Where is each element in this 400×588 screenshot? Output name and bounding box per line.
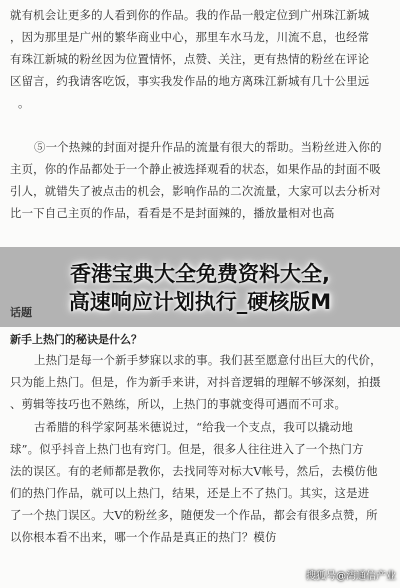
topic-subtitle: 新手上热门的秘诀是什么？ (10, 333, 142, 346)
text-line: 上热门是每一个新手梦寐以求的事。我们甚至愿意付出巨大的代价， (34, 353, 382, 367)
text-line: 们的热门作品，就可以上热门，结果，还是上不了热门。其实，这是进 (10, 486, 370, 500)
text-line: 、剪辑等技巧也不熟练，所以，上热门的事就变得可遇而不可求。 (10, 397, 347, 411)
text-line: 就有机会让更多的人看到你的作品。我的作品一般定位到广州珠江新城 (10, 8, 370, 22)
text-line: 法的误区。有的老师都是教你，去找同等对标大V帐号，然后，去模仿他 (10, 464, 378, 478)
paragraph-cover-tip (10, 136, 390, 224)
paragraph-location-tip (10, 4, 390, 114)
paragraph-hot-misconception (10, 416, 390, 548)
text-line: ⑤一个热辣的封面对提升作品的流量有很大的帮助。当粉丝进入你的 (34, 140, 382, 154)
text-line: 了一个热门误区。大V的粉丝多，随便发一个作品，都会有很多点赞，所 (10, 508, 378, 522)
text-line: 引人，就错失了被点击的机会，影响作品的二次流量，大家可以去分析对 (10, 184, 381, 198)
source-watermark: 搜狐号@湾通信产业 (306, 571, 396, 582)
headline-line-2: 高速响应计划执行_硬核版M (68, 290, 332, 314)
text-line: 。 (18, 96, 30, 110)
text-line: 古希腊的科学家阿基米德说过，“给我一个支点，我可以撬动地 (34, 420, 353, 434)
text-line: 只为能上热门。但是，作为新手来讲，对抖音逻辑的理解不够深刻，拍摄 (10, 375, 381, 389)
headline-line-1: 香港宝典大全免费资料大全, (70, 262, 330, 286)
text-line: ，因为那里是广州的繁华商业中心，那里车水马龙，川流不息，也经常 (10, 30, 370, 44)
text-line: 主页，你的作品都处于一个静止被选择观看的状态，如果作品的封面不吸 (10, 162, 381, 176)
headline-overlay-text (0, 247, 400, 316)
text-line: 比一下自己主页的作品，看看是不是封面辣的，播放量相对也高 (10, 206, 335, 220)
text-line: 球”。似乎抖音上热门也有窍门。但是，很多人往往进入了一个热门方 (10, 442, 364, 456)
text-line: 区留言，约我请客吃饭，事实我发作品的地方离珠江新城有几十公里远 (10, 74, 370, 88)
text-line: 以你根本看不出来，哪一个作品是真正的热门？模仿 (10, 530, 277, 544)
paragraph-hot-intro (10, 349, 390, 415)
text-line: 有珠江新城的粉丝因为位置情怀，点赞、关注，更有热情的粉丝在评论 (10, 52, 370, 66)
topic-tag: 话题 (10, 306, 32, 319)
